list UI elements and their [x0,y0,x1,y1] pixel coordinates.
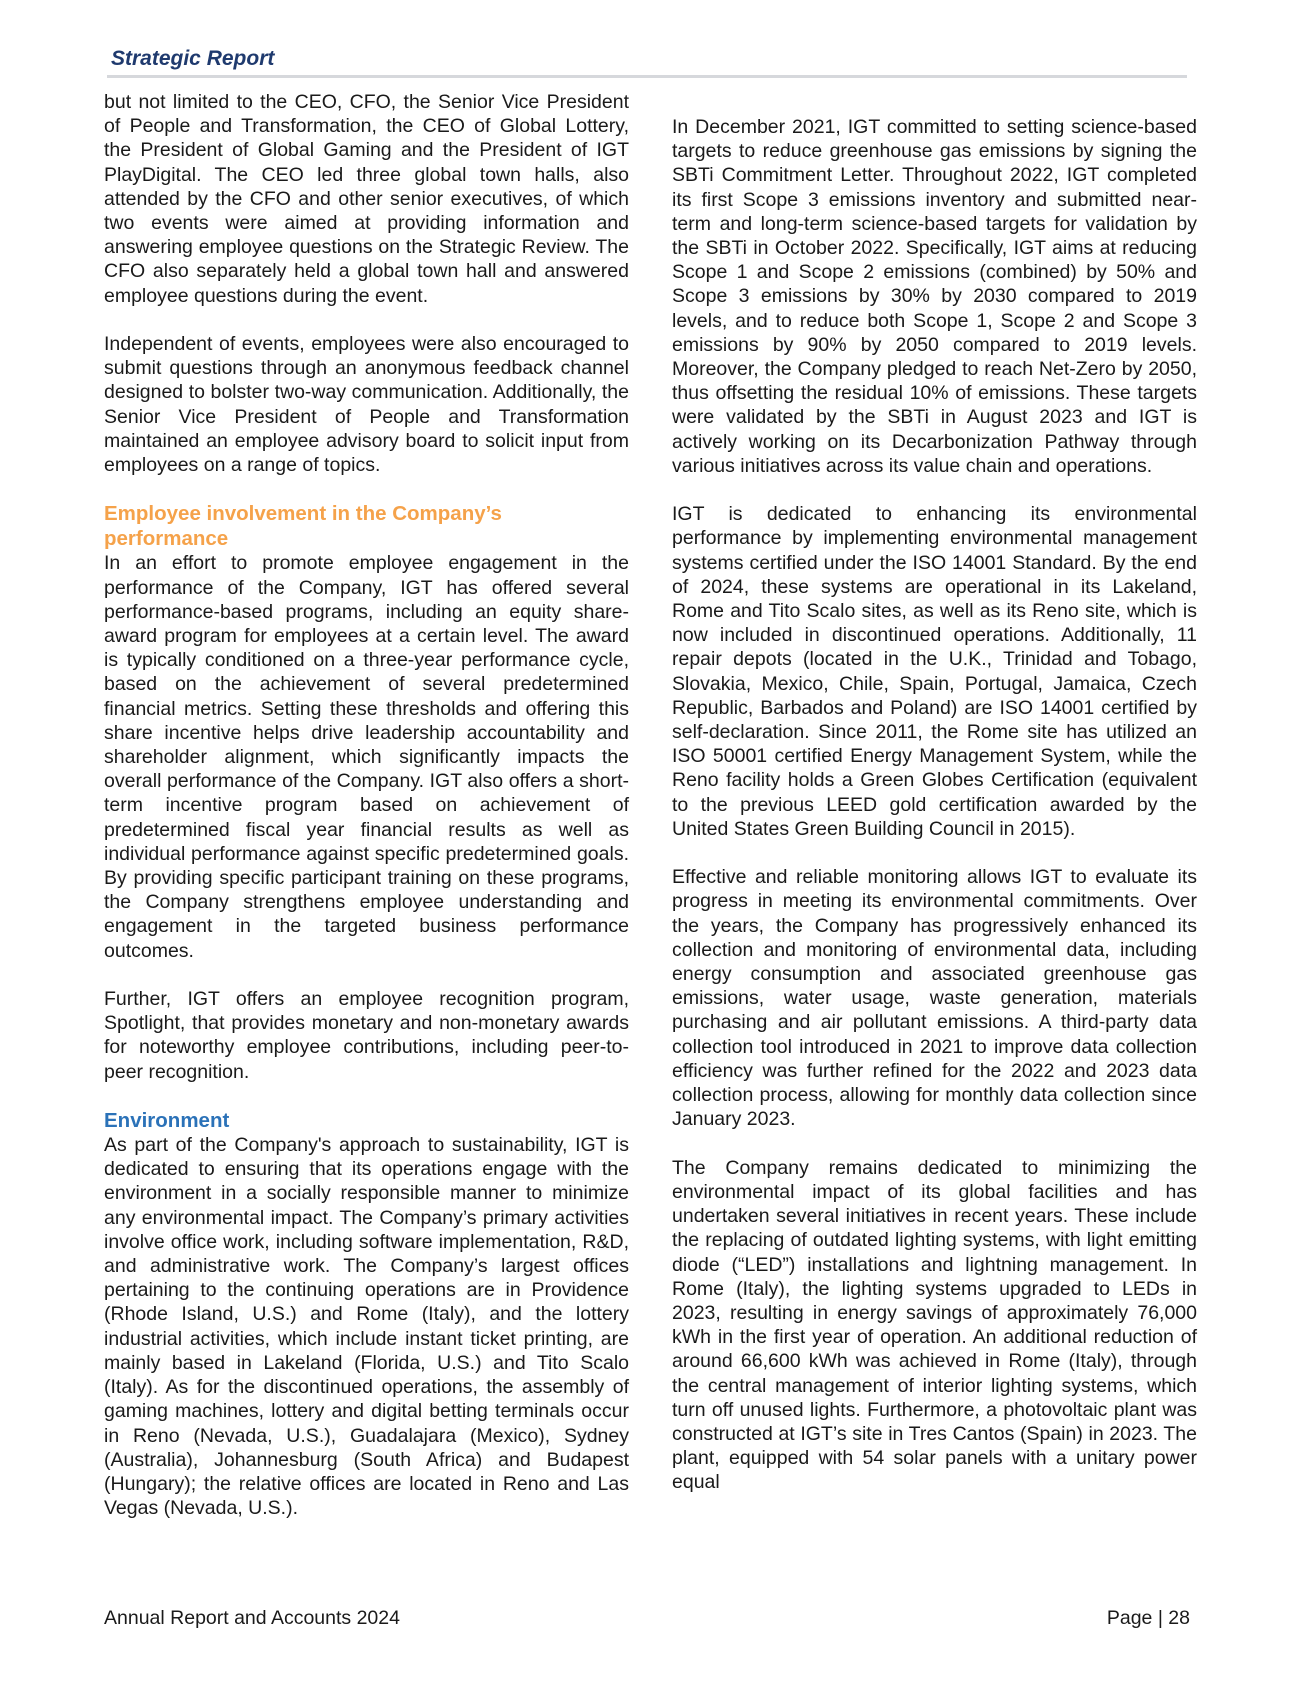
left-column [104,90,629,1545]
paragraph-recognition-program: Further, IGT offers an employee recognition program, Spotlight, that provides monetary and non-monetary awards for noteworthy employee contributions, including peer-to-peer recognition. [104,988,629,1083]
header-divider [107,75,1187,78]
paragraph-iso-certifications: IGT is dedicated to enhancing its environmental performance by implementing environmental management systems certified under the ISO 14001 Standard. By the end of 2024, these systems are operational in its Lakeland, Rome and Tito Scalo sites, as well as its Reno site, which is now included in discontinued operations. Additionally, 11 repair depots (located in the U.K., Trinidad and Tobago, Slovakia, Mexico, Chile, Spain, Portugal, Jamaica, Czech Republic, Barbados and Poland) are ISO 14001 certified by self-declaration. Since 2011, the Rome site has utilized an ISO 50001 certified Energy Management System, while the Reno facility holds a Green Globes Certification (equivalent to the previous LEED gold certification awarded by the United States Green Building Council in 2015). [672,503,1197,840]
page-header [107,46,1187,78]
paragraph-feedback-channel: Independent of events, employees were also encouraged to submit questions through an anonymous feedback channel designed to bolster two-way communication. Additionally, the Senior Vice President of People and Transformation maintained an employee advisory board to solicit input from employees on a range of topics. [104,333,629,477]
paragraph-performance-programs: In an effort to promote employee engagement in the performance of the Company, IGT has offered several performance-based programs, including an equity share-award program for employees at a certain level. The award is typically conditioned on a three-year performance cycle, based on the achievement of several predetermined financial metrics. Setting these thresholds and offering this share incentive helps drive leadership accountability and shareholder alignment, which significantly impacts the overall performance of the Company. IGT also offers a short-term incentive program based on achievement of predetermined fiscal year financial results as well as individual performance against specific predetermined goals. By providing specific participant training on these programs, the Company strengthens employee understanding and engagement in the targeted business performance outcomes. [104,552,629,962]
right-column [672,115,1197,1519]
paragraph-environmental-monitoring: Effective and reliable monitoring allows IGT to evaluate its progress in meeting its environmental commitments. Over the years, the Company has progressively enhanced its collection and monitoring of environmental data, including energy consumption and associated greenhouse gas emissions, water usage, waste generation, materials purchasing and air pollutant emissions. A third-party data collection tool introduced in 2021 to improve data collection efficiency was further refined for the 2022 and 2023 data collection process, allowing for monthly data collection since January 2023. [672,866,1197,1131]
footer-page-number: Page | 28 [1106,1607,1190,1629]
paragraph-environment-approach: As part of the Company's approach to sustainability, IGT is dedicated to ensuring that its operations engage with the environment in a socially responsible manner to minimize any environmental impact. The Company’s primary activities involve office work, including software implementation, R&D, and administrative work. The Company’s largest offices pertaining to the continuing operations are in Providence (Rhode Island, U.S.) and Rome (Italy), and the lottery industrial activities, which include instant ticket printing, are mainly based in Lakeland (Florida, U.S.) and Tito Scalo (Italy). As for the discontinued operations, the assembly of gaming machines, lottery and digital betting terminals occur in Reno (Nevada, U.S.), Guadalajara (Mexico), Sydney (Australia), Johannesburg (South Africa) and Budapest (Hungary); the relative offices are located in Reno and Las Vegas (Nevada, U.S.). [104,1134,629,1520]
heading-environment: Environment [104,1109,230,1133]
paragraph-facility-initiatives: The Company remains dedicated to minimizing the environmental impact of its global facilities and has undertaken several initiatives in recent years. These include the replacing of outdated lighting systems, with light emitting diode (“LED”) installations and lightning management. In Rome (Italy), the lighting systems upgraded to LEDs in 2023, resulting in energy savings of approximately 76,000 kWh in the first year of operation. An additional reduction of around 66,600 kWh was achieved in Rome (Italy), through the central management of interior lighting systems, which turn off unused lights. Furthermore, a photovoltaic plant was constructed at IGT’s site in Tres Cantos (Spain) in 2023. The plant, equipped with 54 solar panels with a unitary power equal [672,1156,1197,1494]
footer-report-name: Annual Report and Accounts 2024 [104,1607,400,1629]
paragraph-town-halls: but not limited to the CEO, CFO, the Senior Vice President of People and Transformation, the CEO of Global Lottery, the President of Global Gaming and the President of IGT PlayDigital. The CEO led three global town halls, also attended by the CFO and other senior executives, of which two events were aimed at providing information and answering employee questions on the Strategic Review. The CFO also separately held a global town hall and answered employee questions during the event. [104,91,629,307]
section-title: Strategic Report [111,47,275,70]
paragraph-science-based-targets: In December 2021, IGT committed to setting science-based targets to reduce greenhouse gas emissions by signing the SBTi Commitment Letter. Throughout 2022, IGT completed its first Scope 3 emissions inventory and submitted near-term and long-term science-based targets for validation by the SBTi in October 2022. Specifically, IGT aims at reducing Scope 1 and Scope 2 emissions (combined) by 50% and Scope 3 emissions by 30% by 2030 compared to 2019 levels, and to reduce both Scope 1, Scope 2 and Scope 3 emissions by 90% by 2050 compared to 2019 levels. Moreover, the Company pledged to reach Net-Zero by 2050, thus offsetting the residual 10% of emissions. These targets were validated by the SBTi in August 2023 and IGT is actively working on its Decarbonization Pathway through various initiatives across its value chain and operations. [672,116,1197,477]
heading-employee-involvement: Employee involvement in the Company’s performance [104,502,502,551]
